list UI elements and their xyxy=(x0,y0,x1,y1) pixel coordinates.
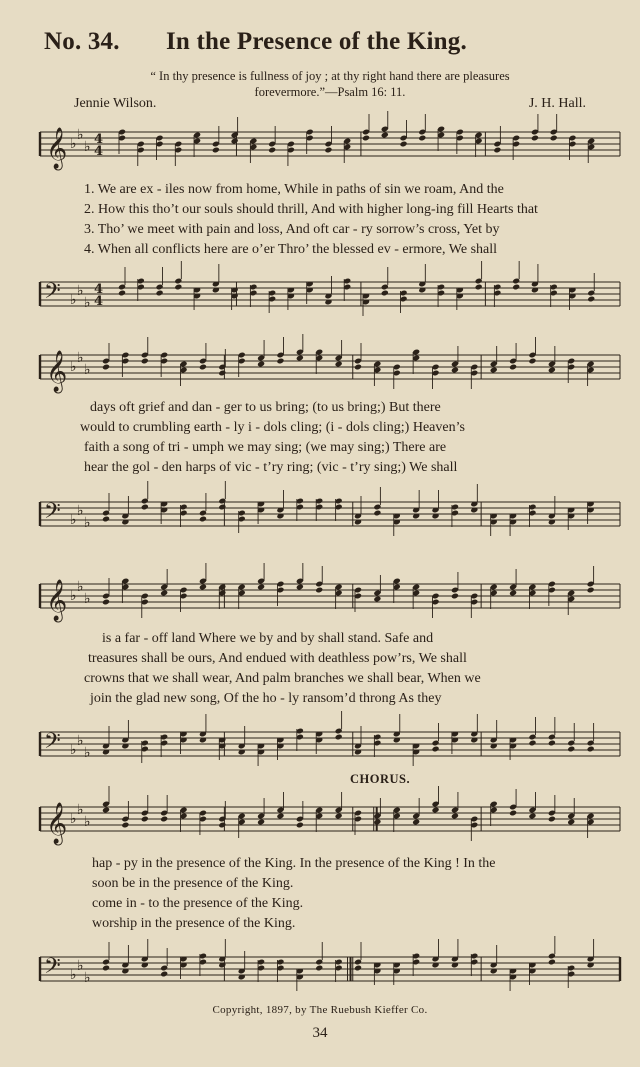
note-head xyxy=(418,135,426,142)
note-head xyxy=(373,819,381,826)
note-head xyxy=(373,596,381,603)
treble-staff-system-4 xyxy=(40,795,620,845)
note-head xyxy=(102,807,110,814)
note-head xyxy=(199,364,207,371)
flat-sign-icon: ♭ xyxy=(70,742,77,758)
flat-sign-icon: ♭ xyxy=(77,127,84,143)
note-head xyxy=(212,147,220,154)
note-head xyxy=(475,284,483,291)
note-head xyxy=(548,816,556,823)
flat-sign-icon: ♭ xyxy=(77,350,84,366)
chorus-label: CHORUS. xyxy=(350,772,411,786)
note-head xyxy=(550,135,558,142)
note-head xyxy=(548,959,556,966)
note-head xyxy=(141,358,149,365)
note-head xyxy=(156,290,164,297)
note-head xyxy=(276,358,284,365)
flat-sign-icon: ♭ xyxy=(77,733,84,749)
lyric-line: worship in the presence of the King. xyxy=(92,916,296,931)
time-signature-top: 4 xyxy=(94,132,104,147)
note-head xyxy=(296,584,304,591)
note-head xyxy=(432,746,440,753)
note-head xyxy=(512,284,520,291)
epigraph-line-2: forevermore.”—Psalm 16: 11. xyxy=(254,85,406,99)
flat-sign-icon: ♭ xyxy=(70,136,77,152)
note-head xyxy=(268,147,276,154)
flat-sign-icon: ♭ xyxy=(84,814,91,830)
bass-staff-system-3 xyxy=(40,720,620,770)
note-head xyxy=(257,361,265,368)
hymn-number: No. 34. xyxy=(44,28,120,55)
lyric-line: 2. How this tho’t our souls should thrill, And with higher long-ing fill Hearts that xyxy=(84,202,538,217)
note-head xyxy=(121,822,129,829)
note-head xyxy=(160,816,168,823)
lyric-line: faith a song of tri - umph we may sing; (we may sing;) There are xyxy=(84,440,447,455)
note-head xyxy=(412,819,420,826)
flat-sign-icon: ♭ xyxy=(70,588,77,604)
note-head xyxy=(257,819,265,826)
flat-sign-icon: ♭ xyxy=(84,139,91,155)
note-head xyxy=(257,584,265,591)
note-head xyxy=(218,504,226,511)
note-head xyxy=(102,599,110,606)
note-head xyxy=(531,135,539,142)
epigraph-line-1: “ In thy presence is fullness of joy ; at thy right hand there are pleasures xyxy=(150,69,510,83)
note-head xyxy=(451,593,459,600)
note-head xyxy=(174,284,182,291)
note-head xyxy=(141,504,149,511)
lyric-line: 4. When all conflicts here are o’er Thro’ the blessed ev - ermore, We shall xyxy=(84,242,498,257)
flat-sign-icon: ♭ xyxy=(70,512,77,528)
note-head xyxy=(381,132,389,139)
flat-sign-icon: ♭ xyxy=(70,292,77,308)
note-head xyxy=(509,810,517,817)
note-head xyxy=(141,816,149,823)
note-head xyxy=(218,370,226,377)
lyric-line: hap - py in the presence of the King. In the presence of the King ! In the xyxy=(92,856,496,871)
note-head xyxy=(276,813,284,820)
treble-staff-system-3 xyxy=(40,572,620,622)
note-head xyxy=(490,367,498,374)
bass-clef-icon: 𝄢 xyxy=(44,954,61,984)
time-signature-top: 4 xyxy=(94,282,104,297)
note-head xyxy=(451,813,459,820)
note-head xyxy=(324,147,332,154)
treble-clef-icon: 𝄞 xyxy=(46,351,68,392)
bass-clef-icon: 𝄢 xyxy=(44,729,61,759)
flat-sign-icon: ♭ xyxy=(70,967,77,983)
lyric-line: join the glad new song, Of the ho - ly ransom’d throng As they xyxy=(90,691,442,706)
flat-sign-icon: ♭ xyxy=(77,802,84,818)
note-head xyxy=(528,740,536,747)
note-head xyxy=(218,822,226,829)
flat-sign-icon: ♭ xyxy=(77,283,84,299)
flat-sign-icon: ♭ xyxy=(84,591,91,607)
flat-sign-icon: ♭ xyxy=(77,503,84,519)
lyric-line: crowns that we shall wear, And palm branches we shall bear, When we xyxy=(84,671,481,686)
bass-clef-icon: 𝄢 xyxy=(44,279,61,309)
lyric-line: treasures shall be ours, And endued with deathless pow’rs, We shall xyxy=(88,651,467,666)
hymn-heading xyxy=(44,28,467,56)
treble-clef-icon: 𝄞 xyxy=(46,128,68,169)
note-head xyxy=(381,290,389,297)
note-head xyxy=(315,965,323,972)
note-head xyxy=(199,516,207,523)
note-head xyxy=(296,355,304,362)
note-head xyxy=(354,965,362,972)
flat-sign-icon: ♭ xyxy=(84,295,91,311)
flat-sign-icon: ♭ xyxy=(84,362,91,378)
treble-clef-icon: 𝄞 xyxy=(46,580,68,621)
lyric-line: days oft grief and dan - ger to us bring; (to us bring;) But there xyxy=(90,400,441,415)
note-head xyxy=(160,590,168,597)
note-head xyxy=(548,740,556,747)
flat-sign-icon: ♭ xyxy=(70,811,77,827)
note-head xyxy=(118,290,126,297)
lyric-line: 1. We are ex - iles now from home, While in paths of sin we roam, And the xyxy=(84,182,504,197)
note-head xyxy=(432,807,440,814)
note-head xyxy=(509,364,517,371)
note-head xyxy=(160,971,168,978)
copyright-notice: Copyright, 1897, by The Ruebush Kieffer Co. xyxy=(212,1004,428,1016)
lyric-line: 3. Tho’ we meet with pain and loss, And oft car - ry sorrow’s cross, Yet by xyxy=(84,222,500,237)
note-head xyxy=(528,813,536,820)
lyric-line: hear the gol - den harps of vic - t’ry ring; (vic - t’ry sing;) We shall xyxy=(84,460,458,475)
time-signature-bottom: 4 xyxy=(94,294,104,309)
lyric-line: come in - to the presence of the King. xyxy=(92,896,304,911)
note-head xyxy=(567,746,575,753)
hymn-title: In the Presence of the King. xyxy=(166,28,467,55)
note-head xyxy=(199,584,207,591)
note-head xyxy=(362,135,370,142)
bass-staff-system-1 xyxy=(40,270,620,320)
note-head xyxy=(587,746,595,753)
note-head xyxy=(451,367,459,374)
note-head xyxy=(102,965,110,972)
note-head xyxy=(509,590,517,597)
time-signature-bottom: 4 xyxy=(94,144,104,159)
composer-credit: J. H. Hall. xyxy=(528,96,586,111)
note-head xyxy=(335,813,343,820)
flat-sign-icon: ♭ xyxy=(70,359,77,375)
flat-sign-icon: ♭ xyxy=(84,515,91,531)
note-head xyxy=(587,296,595,303)
note-head xyxy=(231,138,239,145)
note-head xyxy=(587,587,595,594)
bass-staff-system-4 xyxy=(40,945,620,995)
page-number: 34 xyxy=(312,1025,328,1041)
note-head xyxy=(567,819,575,826)
flat-sign-icon: ♭ xyxy=(84,970,91,986)
treble-staff-system-2 xyxy=(40,343,620,393)
note-head xyxy=(373,510,381,517)
note-head xyxy=(335,361,343,368)
note-head xyxy=(354,364,362,371)
lyric-line: is a far - off land Where we by and by shall stand. Safe and xyxy=(102,631,434,646)
note-head xyxy=(315,587,323,594)
lyric-line: soon be in the presence of the King. xyxy=(92,876,294,891)
flat-sign-icon: ♭ xyxy=(84,745,91,761)
treble-clef-icon: 𝄞 xyxy=(46,803,68,844)
note-head xyxy=(400,141,408,148)
bass-clef-icon: 𝄢 xyxy=(44,499,61,529)
note-head xyxy=(493,147,501,154)
treble-staff-system-1 xyxy=(40,120,620,170)
flat-sign-icon: ♭ xyxy=(77,579,84,595)
note-head xyxy=(296,822,304,829)
note-head xyxy=(102,364,110,371)
lyric-line: would to crumbling earth - ly i - dols cling; (i - dols cling;) Heaven’s xyxy=(80,420,465,435)
note-head xyxy=(528,358,536,365)
bass-staff-system-2 xyxy=(40,490,620,540)
lyricist-credit: Jennie Wilson. xyxy=(74,96,157,111)
note-head xyxy=(102,516,110,523)
flat-sign-icon: ♭ xyxy=(77,958,84,974)
note-head xyxy=(548,367,556,374)
note-head xyxy=(335,734,343,741)
